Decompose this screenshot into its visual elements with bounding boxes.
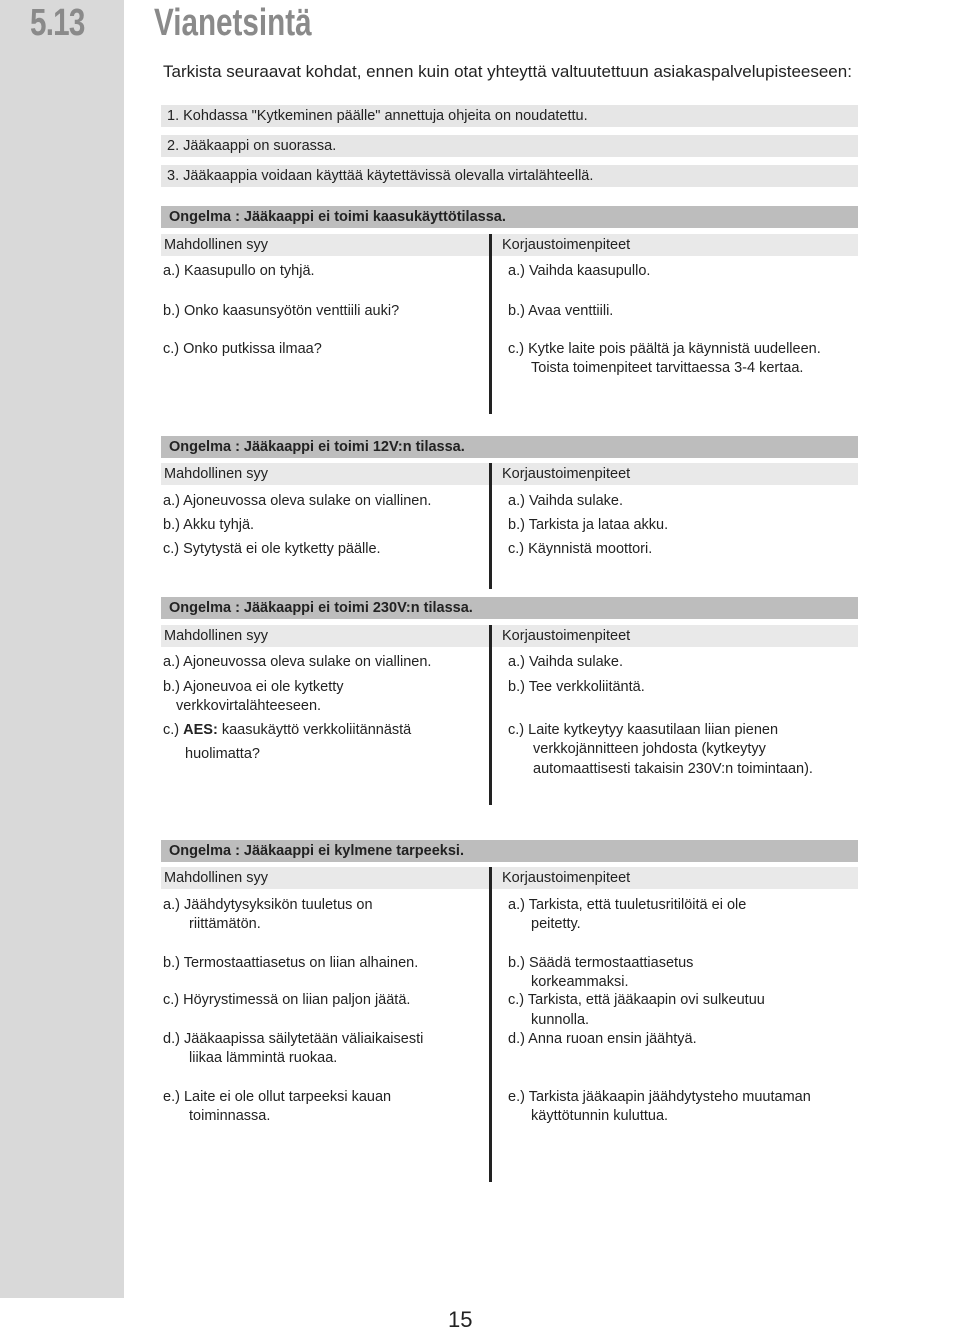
checklist-item-1: 1. Kohdassa "Kytkeminen päälle" annettuja ohjeita on noudatettu. (161, 105, 858, 127)
cause-item: b.) Akku tyhjä. (163, 517, 255, 533)
action-item: b.) Säädä termostaattiasetus (508, 955, 694, 971)
action-item: c.) Laite kytkeytyy kaasutilaan liian pienen (508, 722, 779, 738)
cause-item-cont: huolimatta? (185, 746, 260, 762)
action-item: d.) Anna ruoan ensin jäähtyä. (508, 1031, 697, 1047)
cause-item: b.) Ajoneuvoa ei ole kytketty (163, 679, 344, 695)
action-item: a.) Vaihda kaasupullo. (508, 263, 651, 279)
action-item: a.) Vaihda sulake. (508, 493, 623, 509)
action-item-cont: automaattisesti takaisin 230V:n toimintaan). (533, 761, 813, 777)
cause-item: a.) Jäähdytysyksikön tuuletus on (163, 897, 373, 913)
action-item-cont: korkeammaksi. (531, 974, 629, 990)
cause-item: b.) Onko kaasunsyötön venttiili auki? (163, 303, 400, 319)
section-title: Vianetsintä (154, 2, 312, 44)
action-header: Korjaustoimenpiteet (492, 234, 858, 256)
intro-text: Tarkista seuraavat kohdat, ennen kuin otat yhteyttä valtuutettuun asiakaspalvelupisteeseen: (163, 62, 852, 81)
problem-title-cooling: Ongelma : Jääkaappi ei kylmene tarpeeksi. (161, 840, 858, 862)
section-number: 5.13 (30, 2, 85, 44)
cause-header: Mahdollinen syy (161, 625, 490, 647)
cause-header: Mahdollinen syy (161, 234, 490, 256)
action-header: Korjaustoimenpiteet (492, 463, 858, 485)
action-item: c.) Tarkista, että jääkaapin ovi sulkeutuu (508, 992, 765, 1008)
action-item-cont: Toista toimenpiteet tarvittaessa 3-4 kertaa. (531, 360, 804, 376)
page-number: 15 (448, 1307, 473, 1332)
action-item: b.) Tarkista ja lataa akku. (508, 517, 669, 533)
cause-item-cont: liikaa lämmintä ruokaa. (189, 1050, 338, 1066)
problem-title-gas: Ongelma : Jääkaappi ei toimi kaasukäyttötilassa. (161, 206, 858, 228)
action-item-cont: käyttötunnin kuluttua. (531, 1108, 669, 1124)
action-item-cont: kunnolla. (531, 1012, 590, 1028)
column-divider (489, 234, 492, 414)
cause-text: kaasukäyttö verkkoliitännästä (217, 722, 412, 738)
action-header: Korjaustoimenpiteet (492, 867, 858, 889)
aes-label: AES: (183, 722, 218, 738)
cause-item: d.) Jääkaapissa säilytetään väliaikaisesti (163, 1031, 424, 1047)
cause-item-cont: riittämätön. (189, 916, 261, 932)
action-item: e.) Tarkista jääkaapin jäähdytysteho muutaman (508, 1089, 811, 1105)
column-divider (489, 463, 492, 589)
action-item: a.) Tarkista, että tuuletusritilöitä ei ole (508, 897, 747, 913)
column-divider (489, 625, 492, 805)
action-header: Korjaustoimenpiteet (492, 625, 858, 647)
checklist-item-3: 3. Jääkaappia voidaan käyttää käytettävissä olevalla virtalähteellä. (161, 165, 858, 187)
cause-item: a.) Kaasupullo on tyhjä. (163, 263, 315, 279)
cause-item-cont: verkkovirtalähteeseen. (176, 698, 322, 714)
cause-item-cont: toiminnassa. (189, 1108, 271, 1124)
problem-title-230v: Ongelma : Jääkaappi ei toimi 230V:n tilassa. (161, 597, 858, 619)
action-item-cont: verkkojännitteen johdosta (kytkeytyy (533, 741, 766, 757)
cause-header: Mahdollinen syy (161, 463, 490, 485)
cause-item: c.) Höyrystimessä on liian paljon jäätä. (163, 992, 411, 1008)
action-item: b.) Tee verkkoliitäntä. (508, 679, 645, 695)
action-item: c.) Käynnistä moottori. (508, 541, 653, 557)
action-item: a.) Vaihda sulake. (508, 654, 623, 670)
checklist-item-2: 2. Jääkaappi on suorassa. (161, 135, 858, 157)
left-sidebar (0, 0, 124, 1298)
cause-item: a.) Ajoneuvossa oleva sulake on viallinen. (163, 654, 432, 670)
cause-header: Mahdollinen syy (161, 867, 490, 889)
action-item-cont: peitetty. (531, 916, 581, 932)
action-item: b.) Avaa venttiili. (508, 303, 614, 319)
action-item: c.) Kytke laite pois päältä ja käynnistä uudelleen. (508, 341, 821, 357)
cause-item: c.) Sytytystä ei ole kytketty päälle. (163, 541, 381, 557)
cause-item: b.) Termostaattiasetus on liian alhainen. (163, 955, 419, 971)
cause-item: a.) Ajoneuvossa oleva sulake on viallinen. (163, 493, 432, 509)
cause-prefix: c.) (163, 722, 184, 738)
cause-item (163, 721, 411, 741)
cause-item: c.) Onko putkissa ilmaa? (163, 341, 322, 357)
column-divider (489, 867, 492, 1182)
problem-title-12v: Ongelma : Jääkaappi ei toimi 12V:n tilassa. (161, 436, 858, 458)
cause-item: e.) Laite ei ole ollut tarpeeksi kauan (163, 1089, 392, 1105)
